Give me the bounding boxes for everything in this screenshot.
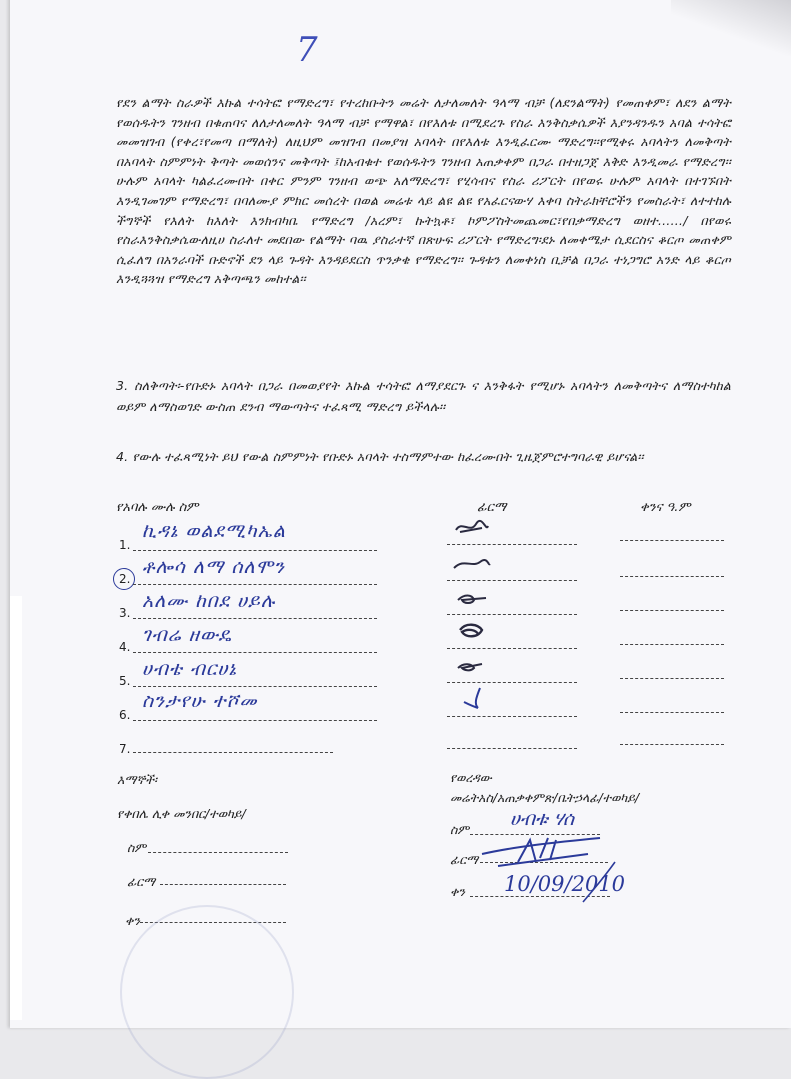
row-number: 5. bbox=[119, 674, 131, 688]
name-line bbox=[133, 752, 333, 753]
chair-label: የቀበሌ ሊቀ መንበር/ተወካይ/ bbox=[117, 806, 246, 821]
signature-line bbox=[447, 544, 577, 545]
name-line bbox=[133, 584, 377, 585]
recipient-name-label: ስም bbox=[450, 822, 470, 837]
recipient-name: ሀብቱ ሃሰ bbox=[510, 808, 574, 830]
page-number: 7 bbox=[296, 30, 318, 70]
paper-edge bbox=[10, 596, 22, 1020]
signature-scribble bbox=[452, 554, 492, 574]
row-number: 4. bbox=[119, 640, 131, 654]
signature-scribble bbox=[452, 620, 492, 642]
row-number: 2. bbox=[119, 572, 131, 586]
paragraph-penalty: 3. ስለቅጣት፡-የቡድኑ አባላት በጋራ በመወያየት እኩል ተሳትፎ ለማያደርጉ ና እንቅፋት የሚሆኑ አባላትን ለመቅጣትና ለማስተካከል ወይም ለማስወገድ ውስጠ ደንብ ማውጣትና ተፈጻሚ ማድረግ ይችላሉ፡፡ bbox=[116, 378, 731, 414]
date-line bbox=[620, 540, 724, 541]
witness-name-label: ስም bbox=[127, 840, 147, 855]
member-name: ኪዳኔ ወልደሚካኤል bbox=[142, 520, 286, 542]
witness-signature-label: ፊርማ bbox=[127, 874, 156, 889]
signature-line bbox=[447, 648, 577, 649]
row-number: 3. bbox=[119, 606, 131, 620]
member-name: ስንታየሁ ተሾመ bbox=[142, 690, 258, 712]
row-number: 7. bbox=[119, 742, 131, 756]
member-name: ገብሬ ዘውዴ bbox=[142, 624, 232, 646]
header-signature: ፊርማ bbox=[477, 500, 507, 515]
header-member-name: የአባሉ ሙሉ ስም bbox=[116, 500, 199, 515]
date-line bbox=[620, 744, 724, 745]
signature-line bbox=[447, 716, 577, 717]
recipient-signature-label: ፊርማ bbox=[450, 852, 479, 867]
witness-date-label: ቀን bbox=[125, 913, 140, 928]
signature-line bbox=[447, 748, 577, 749]
witnesses-title: እማኞች፡ bbox=[117, 772, 157, 787]
recipient-date: 10/09/2010 bbox=[504, 872, 626, 896]
row-number: 6. bbox=[119, 708, 131, 722]
name-line bbox=[133, 550, 377, 551]
recipient-title: የወረዳው bbox=[450, 770, 492, 785]
name-line bbox=[133, 720, 377, 721]
signature-scribble bbox=[452, 588, 492, 608]
date-line bbox=[620, 610, 724, 611]
witness-signature-line bbox=[160, 884, 286, 885]
folded-corner bbox=[671, 0, 791, 56]
signature-line bbox=[447, 682, 577, 683]
faint-stamp bbox=[120, 905, 294, 1079]
office-label: መሬትአስ/አጠቃቀምጽ/ቤትኃላፊ/ተወካይ/ bbox=[450, 790, 640, 805]
date-line bbox=[620, 576, 724, 577]
signature-scribble bbox=[452, 518, 492, 538]
date-line bbox=[620, 678, 724, 679]
recipient-date-label: ቀን bbox=[450, 884, 465, 899]
date-line bbox=[620, 712, 724, 713]
paragraph-effectiveness: 4. የውሉ ተፈጻሚነት ይህ የውል ስምምነት የቡድኑ አባላት ተስማምተው ከፈረሙበት ጊዜጀምሮተግባራዊ ይሆናል፡፡ bbox=[116, 449, 644, 464]
name-line bbox=[133, 618, 377, 619]
name-line bbox=[133, 652, 377, 653]
witness-name-line bbox=[148, 852, 288, 853]
date-pen-stroke bbox=[575, 858, 625, 908]
member-name: ቶሎሳ ለማ ሰለሞን bbox=[142, 556, 285, 578]
signature-line bbox=[447, 614, 577, 615]
date-line bbox=[620, 644, 724, 645]
member-name: ሀብቴ ብርሀኔ bbox=[142, 658, 237, 680]
signature-scribble bbox=[452, 656, 492, 676]
member-name: አለሙ ከበደ ሀይሉ bbox=[142, 590, 276, 612]
header-date: ቀንና ዓ.ም bbox=[640, 500, 691, 515]
signature-line bbox=[447, 580, 577, 581]
row-number: 1. bbox=[119, 538, 131, 552]
name-line bbox=[133, 686, 377, 687]
paragraph-duties: የደን ልማት ስራዎች እኩል ተሳትፎ የማድረግ፣ የተረከቡትን መሬት ለታለመለት ዓላማ ብቻ (ለደንልማት) የመጠቀም፣ ለደን ልማት የወሰዱትን ገንዘብ በቁጠባና ለለታለመለት ዓላማ ብቻ የማዋል፣ በየእለቱ በሚደረጉ የስራ እንቅስቃሴዎች እያንዳንዱን አባል ተሳትፎ መመዝገብ (የቀረ፣የመጣ በማለት) ለዚህም መዝገብ በመያዝ አባላት በየእለቱ እንዲፈርሙ ማድረግ፡፡የሚቀሩ አባላትን ለመቅጣት በአባላት ስምምነት ቅጣት መወሰንና መቅጣት ፤ከአብቁተ የወሰዱትን ገንዘብ አጠቃቀም በጋራ በተዘጋጀ እቅድ እንዲመራ የማድረግ፡፡ሁሉም አባላት ካልፈረሙበት በቀር ምንም ገንዘብ ወጭ አለማድረግ፣ የሂሳብና የስራ ሪፖርት በየወሩ ሁሉም አባላት በተገኙበት እንዲገመገም የማድረግ፣ በባለሙያ ምክር መሰረት በወል መሬቱ ላይ ልዩ ልዩ የአፈርናውሃ እቀባ ስትራክቸሮችን የመስራት፣ ለተተከሉ ችግኞች የእለት ከእለት እንክብካቤ የማድረግ /አረም፣ ኩትኳቶ፣ ኮምፖስትመጨመር፣የበቃማድረግ ወዘተ……/ በየወሩ የስራእንቅስቃሴውለዚሀ ስራለተ መደበው የልማት ባዉ ያስራተኛ በጽሁፍ ሪፖርት የማድረግ፡ደኑ ለመቀሜታ ሲደርስና ቆርጦ መጠቀም ሲፈለግ በአንራባች ቡድኖች ደን ላይ ጉዳት እንዳይደርስ ጥንቃቄ የማድረግ፡፡ ጉዳቱን ለመቀነስ ቢቻል በጋራ ተነጋግሮ አንድ ላይ ቆርጦ እንዲጓጓዝ የማድረግ አቅጣጫን መከተል፡፡ bbox=[116, 95, 731, 287]
signature-scribble bbox=[452, 684, 492, 712]
